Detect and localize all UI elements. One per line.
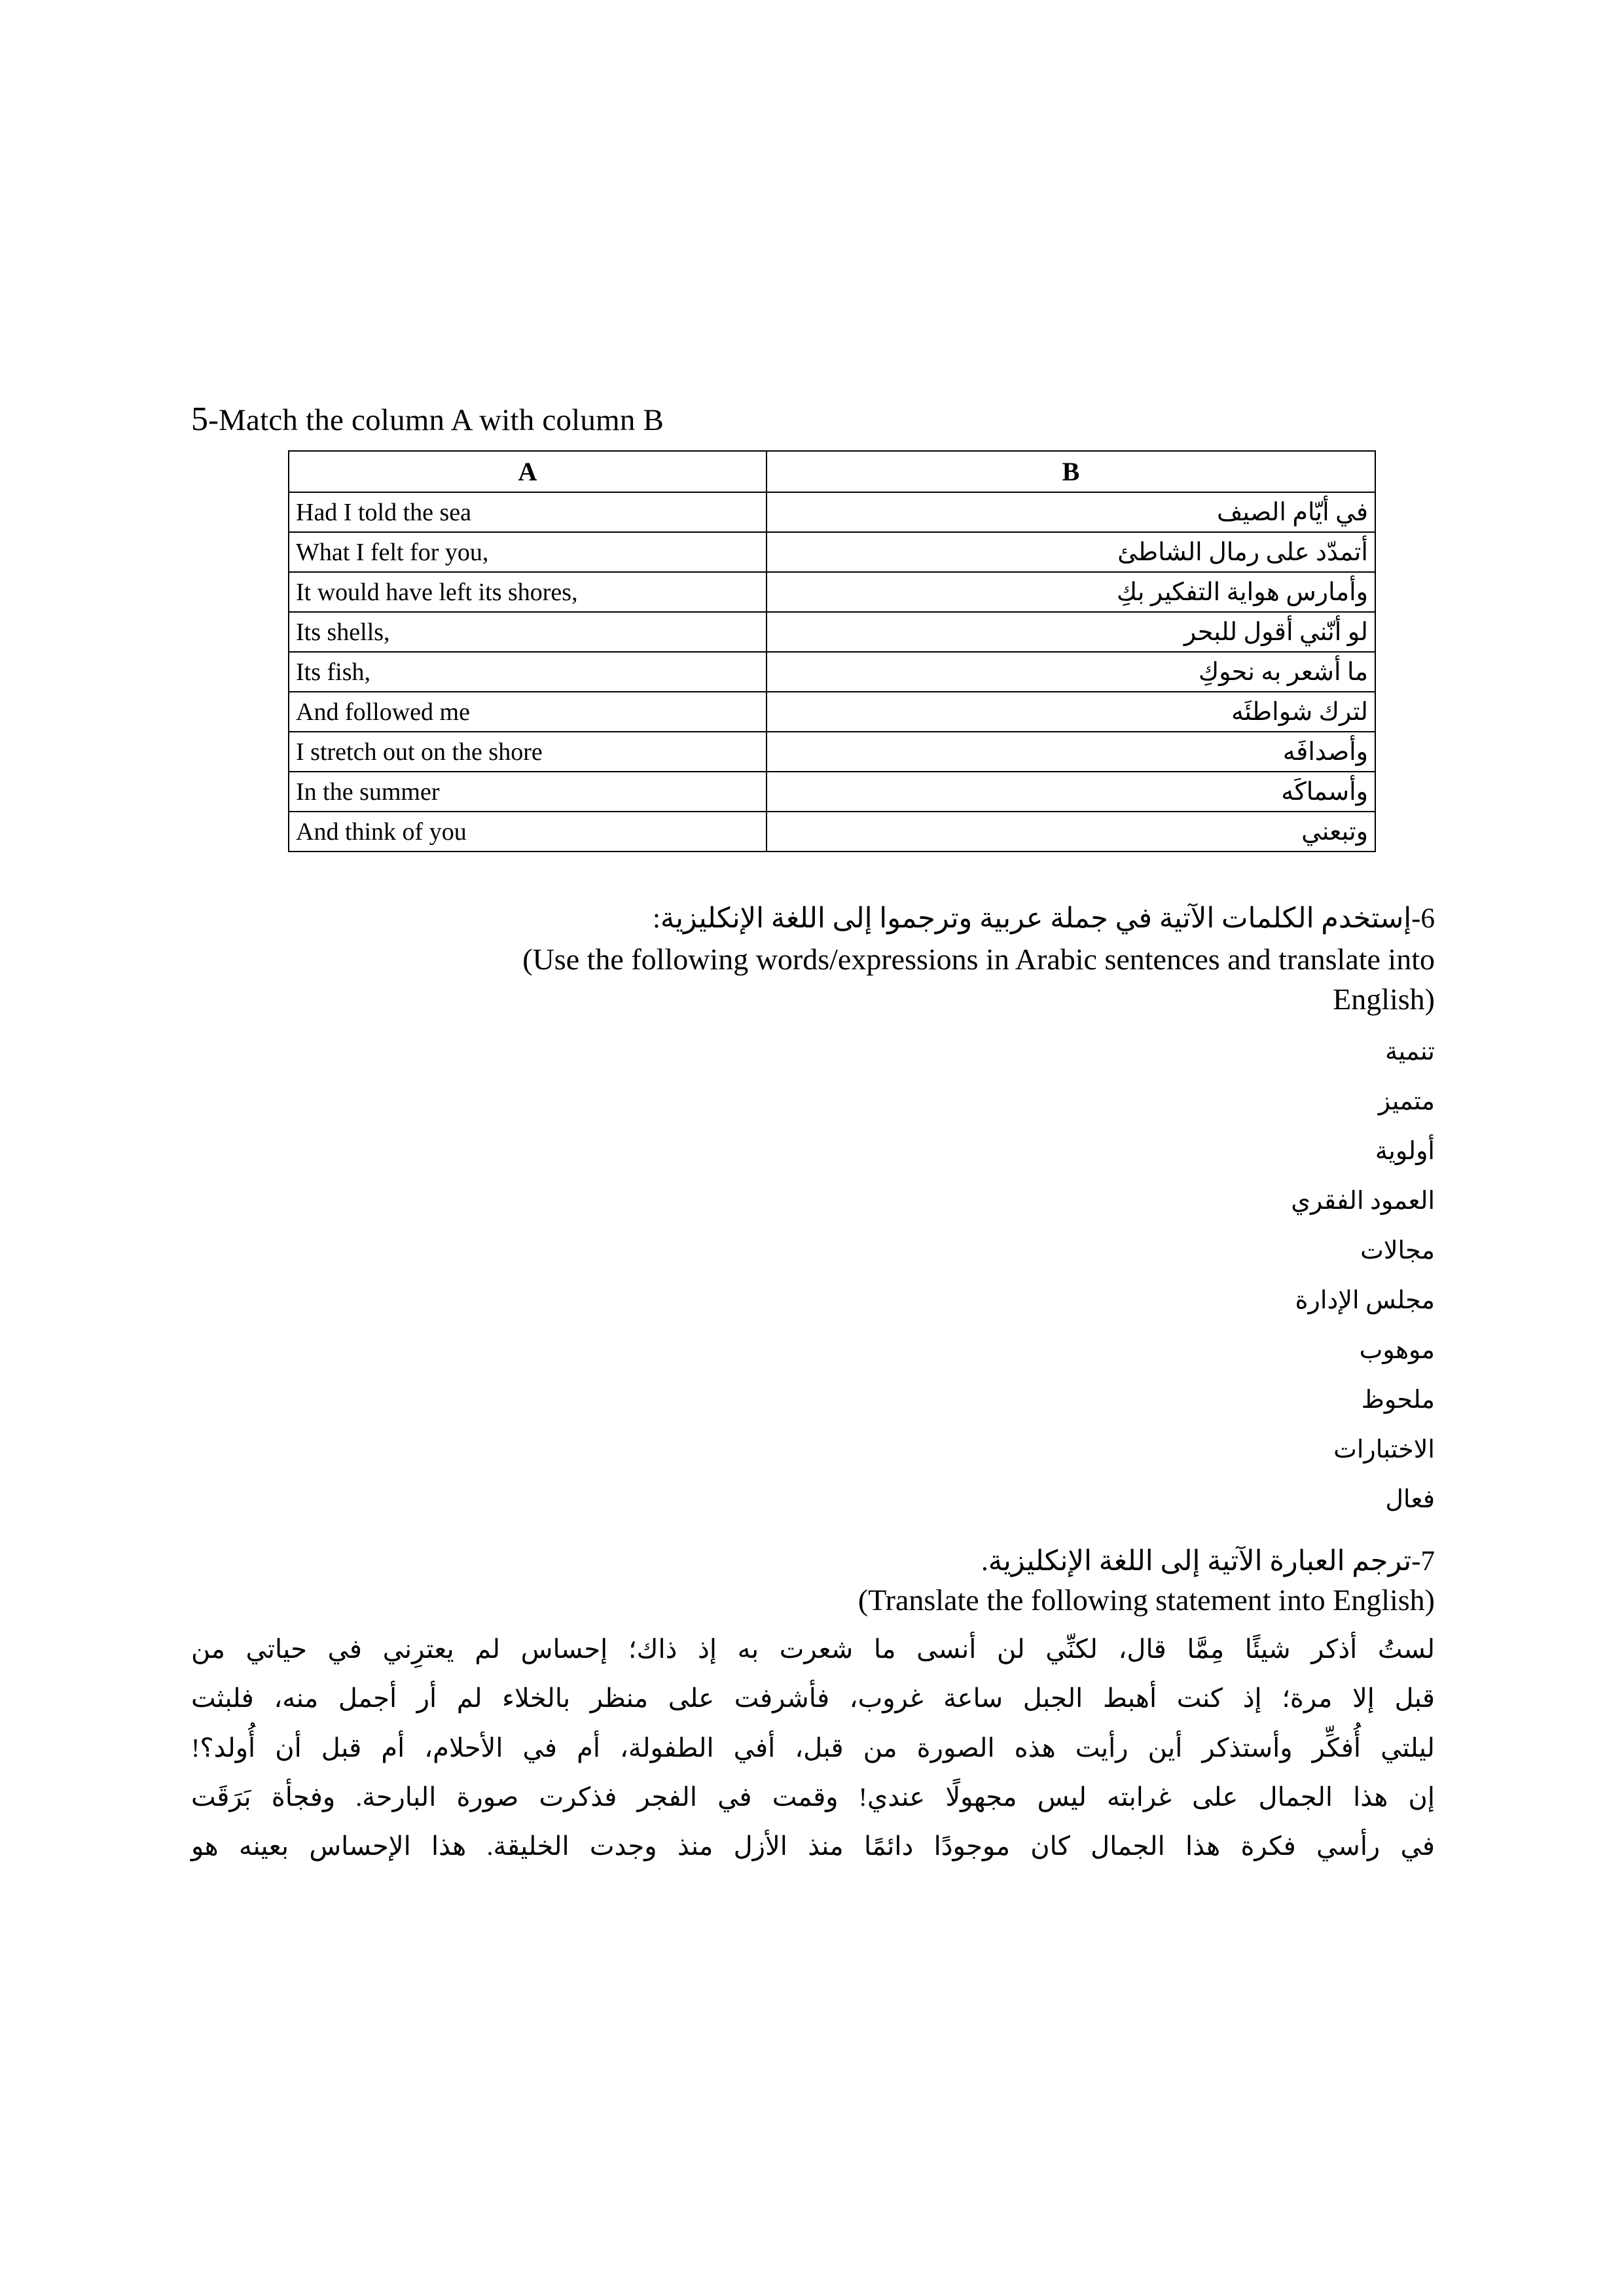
table-cell-english: Had I told the sea [289,492,767,532]
question-6-heading-english [191,940,1435,1019]
table-cell-english: It would have left its shores, [289,572,767,612]
table-cell-english: What I felt for you, [289,532,767,572]
table-cell-arabic: لو أنّني أقول للبحر [767,612,1375,652]
vocabulary-word: العمود الفقري [1291,1187,1435,1215]
passage-line: إن هذا الجمال على غرابته ليس مجهولًا عندي! وقمت في الفجر فذكرت صورة البارحة. وفجأة بَرَقَت [191,1782,1435,1812]
vocabulary-word: مجالات [1360,1236,1435,1265]
passage-line: ليلتي أُفكِّر وأستذكر أين رأيت هذه الصورة من قبل، أفي الطفولة، أم في الأحلام، أم قبل أن أُولد؟! [191,1732,1435,1763]
table-cell-english: And followed me [289,692,767,732]
page-content [191,401,1435,1871]
vocabulary-word: تنمية [1385,1037,1435,1066]
column-header-b: B [767,451,1375,492]
question-7-block [191,1543,1435,1871]
question-6-heading-english-line2: English) [1333,982,1435,1016]
question-7-heading-english: (Translate the following statement into English) [857,1583,1435,1617]
vocabulary-word: مجلس الإدارة [1295,1286,1435,1314]
question-5-heading-text: -Match the column A with column B [208,403,664,437]
vocabulary-word: متميز [1378,1087,1435,1115]
vocabulary-word: موهوب [1359,1336,1435,1364]
question-7-heading-arabic: 7-ترجم العبارة الآتية إلى اللغة الإنكليزية. [981,1545,1435,1577]
question-6-heading-english-line1: (Use the following words/expressions in Arabic sentences and translate into [522,942,1435,977]
vocabulary-word: ملحوظ [1361,1386,1435,1414]
column-header-a: A [289,451,767,492]
table-row [289,532,1375,572]
table-row [289,692,1375,732]
table-header-row [289,451,1375,492]
table-cell-arabic: وتبعني [767,812,1375,852]
question-6-heading-arabic: 6-إستخدم الكلمات الآتية في جملة عربية وترجموا إلى اللغة الإنكليزية: [652,903,1435,935]
table-cell-arabic: أتمدّد على رمال الشاطئ [767,532,1375,572]
table-cell-arabic: لترك شواطئَه [767,692,1375,732]
table-cell-english: And think of you [289,812,767,852]
table-row [289,572,1375,612]
passage-line: لستُ أذكر شيئًا مِمَّا قال، لكنِّي لن أنسى ما شعرت به إذ ذاك؛ إحساس لم يعترِني في حياتي من [191,1634,1435,1664]
table-cell-english: Its fish, [289,652,767,692]
table-cell-english: Its shells, [289,612,767,652]
vocabulary-word: الاختبارات [1333,1435,1435,1463]
question-5-heading [191,401,1435,439]
vocabulary-word: فعال [1385,1485,1435,1513]
table-cell-arabic: في أيّام الصيف [767,492,1375,532]
table-row [289,732,1375,772]
vocabulary-word-list [191,1039,1435,1512]
arabic-passage [191,1624,1435,1871]
table-cell-arabic: وأصدافَه [767,732,1375,772]
passage-line: في رأسي فكرة هذا الجمال كان موجودًا دائمًا منذ الأزل منذ وجدت الخليقة. هذا الإحساس بعينه هو [191,1831,1435,1861]
question-5-number: 5 [191,401,209,438]
table-cell-english: In the summer [289,772,767,812]
table-row [289,612,1375,652]
table-cell-english: I stretch out on the shore [289,732,767,772]
table-cell-arabic: وأمارس هواية التفكير بكِ [767,572,1375,612]
table-row [289,652,1375,692]
table-cell-arabic: وأسماكَه [767,772,1375,812]
table-row [289,492,1375,532]
table-cell-arabic: ما أشعر به نحوكِ [767,652,1375,692]
vocabulary-word: أولوية [1375,1137,1435,1165]
matching-table [288,450,1376,852]
table-row [289,772,1375,812]
passage-line: قبل إلا مرة؛ إذ كنت أهبط الجبل ساعة غروب، فأشرفت على منظر بالخلاء لم أر أجمل منه، فلبثت [191,1683,1435,1713]
question-6-block [191,901,1435,1511]
table-row [289,812,1375,852]
